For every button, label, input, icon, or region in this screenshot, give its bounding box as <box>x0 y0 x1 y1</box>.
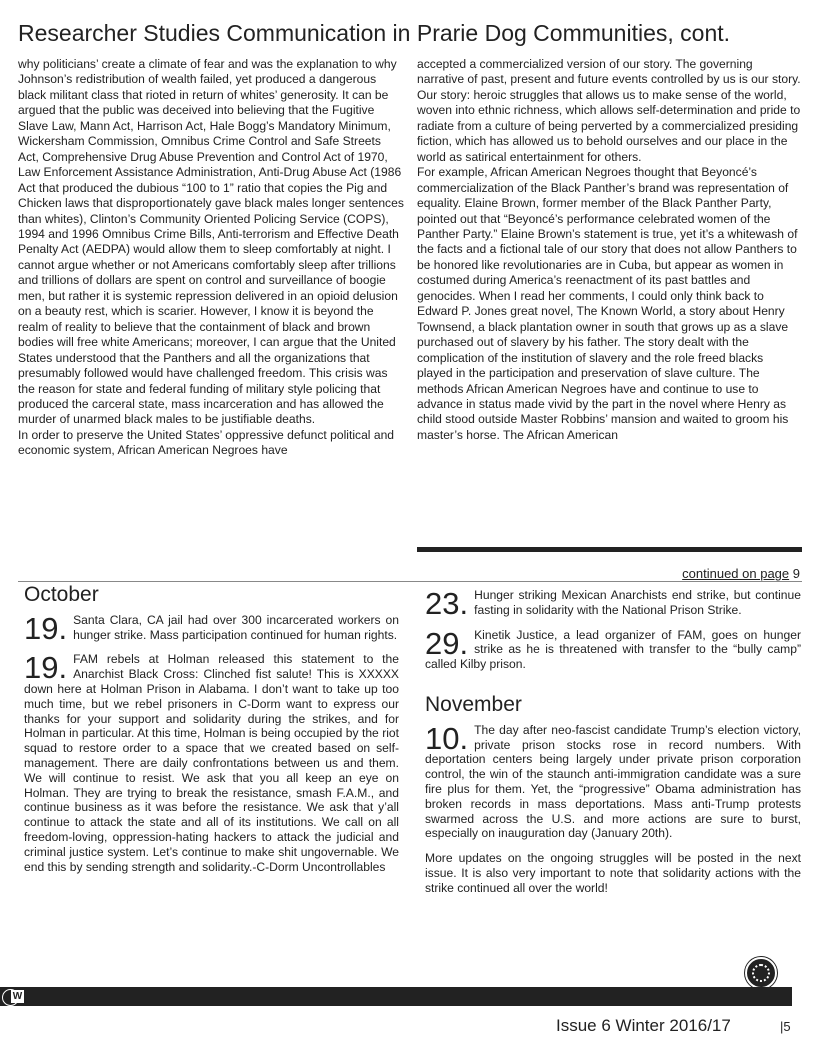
column-divider-rule <box>417 547 802 552</box>
page-number: |5 <box>780 1019 791 1034</box>
calendar-entry <box>24 652 399 874</box>
continued-page-number: 9 <box>792 566 800 581</box>
page-title: Researcher Studies Communication in Prarie Dog Communities, cont. <box>18 20 731 46</box>
calendar-right-section <box>425 588 801 896</box>
entry-day: 29. <box>425 625 469 661</box>
month-heading-november: November <box>425 692 522 716</box>
article-paragraph: accepted a commercialized version of our story. The governing narrative of past, present and future events controlled by us is our story. Our story: heroic struggles that allows us to make sense of the world, woven into ethnic richness, which allows self-determination and pride to radiate from a culture of being perverted by a commercialized presiding fiction, which has allowed us to behold ourselves and our place in the world as satirical entertainment for others. <box>417 57 801 164</box>
continued-text: continued on page <box>682 566 790 581</box>
closing-note: More updates on the ongoing struggles will be posted in the next issue. It is also very important to note that solidarity actions with the strike continued all over the world! <box>425 851 801 895</box>
entry-text: Hunger striking Mexican Anarchists end strike, but continue fasting in solidarity with the National Prison Strike. <box>474 588 801 617</box>
entry-day: 23. <box>425 586 469 621</box>
gear-emblem-icon <box>745 957 777 989</box>
issue-label: Issue 6 Winter 2016/17 <box>556 1016 731 1035</box>
article-paragraph: why politicians’ create a climate of fear and was the explanation to why Johnson’s redistribution of wealth failed, yet produced a dangerous black militant class that rioted in return of whites’ generosity. It can be argued that the public was deceived into believing that the Fugitive Slave Law, Mann Act, Harrison Act, Hale Bogg’s Mandatory Minimum, Wickersham Commission, Omnibus Crime Control and Safe Streets Act, Comprehensive Drug Abuse Prevention and Control Act of 1970, Law Enforcement Assistance Administration, Anti-Drug Abuse Act (1986 Act that produced the dubious “100 to 1” ratio that copies the Pig and Chicken laws that disproportionately gave black males longer sentences than whites), Clinton’s Community Oriented Policing Service (COPS), 1994 and 1996 Omnibus Crime Bills, Anti-terrorism and Effective Death Penalty Act (AEDPA) would allow them to sleep comfortably at night. I cannot argue whether or not Americans comfortably sleep after trillions and trillions of dollars are spent on control and surveillance of boogie men, but rather it is systemic repression delivered in an opioid delusion on a beauty rest, which is scarier. However, I know it is beyond the realm of reality to believe that the containment of black and brown bodies will free white Americans; moreover, I can argue that the United States understood that the Panthers and all the organizations that presumably followed would have challenged freedom. This crisis was the reason for state and federal funding of military style policing that produced the carceral state, mass incarceration and has allowed the murder of unarmed black males to be justifiable deaths. <box>18 57 404 427</box>
entry-text: FAM rebels at Holman released this statement to the Anarchist Black Cross: Clinched fist salute! This is XXXXX down here at Holman Prison in Alabama. I don’t want to take up too much time, but we rebel prisoners in C-Dorm want to express our thanks for your support and solidarity during the strikes, and for Holman in particular. At this time, Holman is being occupied by the riot squad to restore order to a space that we created based on self-management. There are daily confrontations between us and them. We will continue to resist. We ask that you all keep an eye on Holman. They are trying to break the resistance, smash F.A.M., and continue business as it was before the resistance. We ask that y’all continue to attack the state and all of its institutions. We call on all freedom-loving, oppression-hating hackers to attack the judicial and criminal justice system. Let’s continue to make shit ungovernable. We end this by sending strength and solidarity.-C-Dorm Uncontrollables <box>24 652 399 874</box>
calendar-entry <box>425 586 801 621</box>
entry-text: The day after neo-fascist candidate Trump’s election victory, private prison stocks rose in record numbers. With deportation centers being largely under private prison corporation control, the win of the staunch anti-immigration candidate was a sure fire plus for them. Yet, the “progressive” Obama administration has broken records in mass deportations. Mass anti-Trump protests swarmed across the U.S. and more actions are sure to burst, especially on inauguration day (January 20th). <box>425 722 801 841</box>
footer-bar <box>0 987 792 1006</box>
article-paragraph: In order to preserve the United States’ oppressive defunct political and economic system, African American Negroes have <box>18 427 395 458</box>
article-paragraph: For example, African American Negroes thought that Beyoncé’s commercialization of the Black Panther’s brand was representation of equality. Elaine Brown, former member of the Black Panther Party, pointed out that “Beyoncé’s performance celebrated women of the Panther Party.” Elaine Brown’s statement is true, yet it’s a whitewash of the facts and a fictional tale of our story that does not allow Panthers to be honored like revolutionaries are in Cuba, but appear as women in costumed during America’s reenactment of its past battles and genocides. When I read her comments, I could only think back to Edward P. Jones great novel, The Known World, a story about Henry Townsend, a black plantation owner in south that grows up as a slave purchased out of slavery by his father. The story dealt with the complication of the institution of slavery and the role freed blacks played in the participation and preservation of slave culture. The methods African American Negroes have and continue to use to advance in status made vivid by the part in the novel where Henry as child stood outside Master Robbins’ mansion and waited to groom his master’s horse. The African American <box>417 165 798 442</box>
entry-day: 19. <box>24 610 68 646</box>
logo-letter: W <box>12 991 23 1002</box>
entry-text: Santa Clara, CA jail had over 300 incarcerated workers on hunger strike. Mass participation continued for human rights. <box>73 612 399 642</box>
section-divider <box>18 581 802 582</box>
entry-day: 10. <box>425 720 469 756</box>
article-left-column <box>18 57 404 459</box>
calendar-entry <box>425 625 801 672</box>
calendar-entry <box>425 720 801 841</box>
continued-on-link[interactable] <box>682 566 800 581</box>
calendar-entry <box>24 610 399 646</box>
article-right-column <box>417 57 802 443</box>
month-heading-october: October <box>24 583 99 606</box>
entry-text: Kinetik Justice, a lead organizer of FAM, goes on hunger strike as he is threatened with transfer to the “bully camp” called Kilby prison. <box>425 627 801 672</box>
calendar-october-section <box>24 583 399 884</box>
entry-day: 19. <box>24 650 68 686</box>
